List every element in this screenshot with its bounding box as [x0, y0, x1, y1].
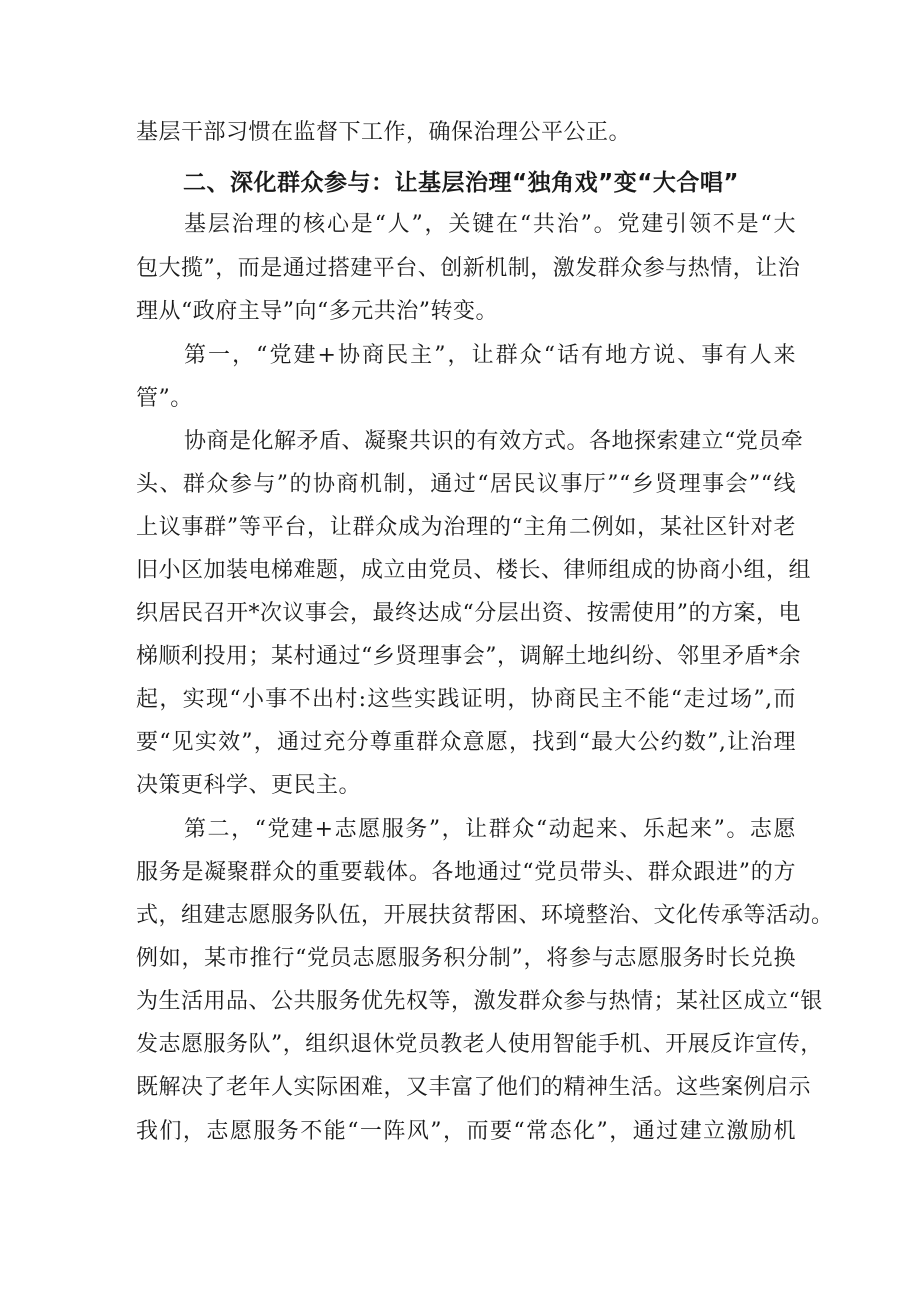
- text-line: 包大揽”，而是通过搭建平台、创新机制，激发群众参与热情，让治: [136, 256, 801, 281]
- text-line: 为生活用品、公共服务优先权等，激发群众参与热情；某社区成立“银: [136, 989, 823, 1014]
- text-line: 发志愿服务队”，组织退休党员教老人使用智能手机、开展反诈宣传，: [136, 1032, 823, 1057]
- text-line: 第一，“党建+协商民主”，让群众“话有地方说、事有人来: [184, 343, 796, 368]
- text-line: 理从“政府主导”向“多元共治”转变。: [136, 299, 498, 324]
- text-line: 头、群众参与”的协商机制，通过“居民议事厅”“乡贤理事会”“线: [136, 472, 796, 497]
- text-line: 要“见实效”，通过充分尊重群众意愿，找到“最大公约数”,让治理: [136, 730, 796, 755]
- text-line: 基层治理的核心是“人”，关键在“共治”。党建引领不是“大: [184, 212, 796, 237]
- text-line: 织居民召开*次议事会，最终达成“分层出资、按需使用”的方案，电: [136, 601, 801, 626]
- text-line: 第二，“党建+志愿服务”，让群众“动起来、乐起来”。志愿: [184, 817, 796, 842]
- section-heading: 二、深化群众参与：让基层治理“独角戏”变“大合唱”: [183, 170, 739, 196]
- text-line: 上议事群”等平台，让群众成为治理的“主角二例如，某社区针对老: [136, 515, 796, 540]
- text-line: 起，实现“小事不出村:这些实践证明，协商民主不能“走过场”,而: [136, 687, 796, 712]
- text-line: 旧小区加装电梯难题，成立由党员、楼长、律师组成的协商小组，组: [136, 558, 812, 583]
- text-line: 例如，某市推行“党员志愿服务积分制”，将参与志愿服务时长兑换: [136, 946, 796, 971]
- text-line: 管”。: [136, 386, 193, 411]
- text-line: 式，组建志愿服务队伍，开展扶贫帮困、环境整治、文化传承等活动。: [136, 903, 834, 928]
- text-line: 既解决了老年人实际困难，又丰富了他们的精神生活。这些案例启示: [136, 1075, 812, 1100]
- text-line: 我们，志愿服务不能“一阵风”，而要“常态化”，通过建立激励机: [136, 1119, 796, 1144]
- text-line: 服务是凝聚群众的重要载体。各地通过“党员带头、群众跟进”的方: [136, 860, 796, 885]
- text-line: 决策更科学、更民主。: [136, 773, 362, 798]
- text-line: 梯顺利投用；某村通过“乡贤理事会”，调解土地纠纷、邻里矛盾*余: [136, 644, 801, 669]
- text-line: 基层干部习惯在监督下工作，确保治理公平公正。: [136, 120, 632, 145]
- text-line: 协商是化解矛盾、凝聚共识的有效方式。各地探索建立“党员牵: [184, 429, 804, 454]
